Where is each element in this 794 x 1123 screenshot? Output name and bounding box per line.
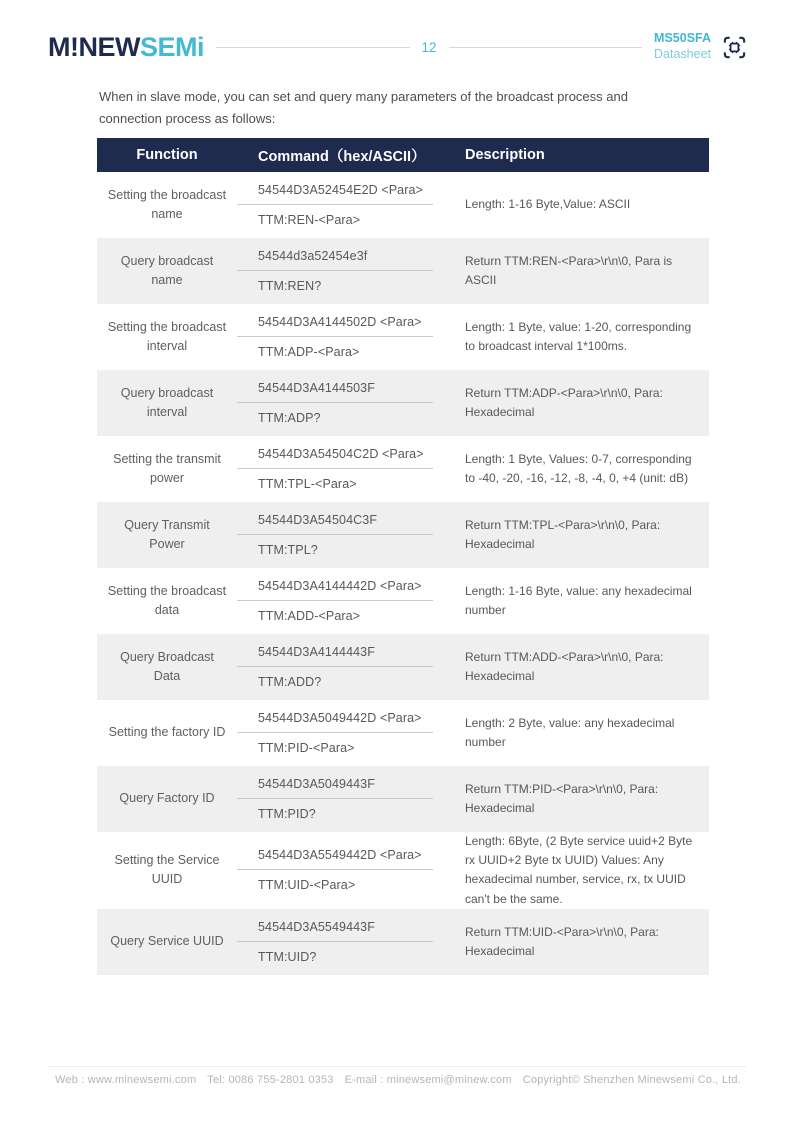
description-cell: Length: 1 Byte, value: 1-20, corresponding to broadcast interval 1*100ms. — [465, 319, 692, 353]
command-cell — [237, 639, 455, 695]
page-number: 12 — [421, 39, 437, 55]
command-ascii: TTM:TPL? — [258, 543, 318, 557]
description-cell: Length: 2 Byte, value: any hexadecimal number — [465, 715, 675, 749]
command-hex: 54544D3A54504C2D <Para> — [258, 447, 424, 461]
command-ascii: TTM:REN? — [258, 279, 322, 293]
command-cell — [237, 375, 455, 431]
command-ascii: TTM:PID? — [258, 807, 316, 821]
description-cell: Length: 6Byte, (2 Byte service uuid+2 Byte rx UUID+2 Byte tx UUID) Values: Any hexadecimal number, service, rx, tx UUID can't be the same. — [465, 834, 693, 906]
table-row — [97, 832, 709, 909]
command-cell — [237, 507, 455, 563]
table-row — [97, 700, 709, 766]
minewsemi-logo — [48, 31, 204, 62]
command-hex: 54544D3A5049442D <Para> — [258, 711, 422, 725]
document-type: Datasheet — [654, 47, 712, 61]
chip-scan-icon — [721, 34, 748, 61]
table-row — [97, 568, 709, 634]
table-row — [97, 502, 709, 568]
command-cell — [237, 771, 455, 827]
command-ascii: TTM:ADP-<Para> — [258, 345, 360, 359]
function-cell: Setting the broadcast name — [107, 187, 227, 221]
function-cell: Query broadcast name — [120, 253, 214, 287]
function-cell: Query Broadcast Data — [120, 649, 214, 683]
command-hex: 54544d3a52454e3f — [258, 249, 368, 263]
intro-paragraph: When in slave mode, you can set and query many parameters of the broadcast process and connection process as follows: — [99, 89, 628, 127]
function-cell: Setting the broadcast interval — [107, 319, 227, 353]
command-cell — [237, 573, 455, 629]
command-ascii: TTM:UID-<Para> — [258, 878, 356, 893]
command-hex: 54544D3A5549443F — [258, 919, 375, 934]
table-row — [97, 634, 709, 700]
table-row — [97, 304, 709, 370]
command-ascii: TTM:UID? — [258, 949, 317, 964]
command-hex: 54544D3A4144443F — [258, 645, 375, 659]
table-row — [97, 238, 709, 304]
table-row — [97, 436, 709, 502]
command-cell — [237, 914, 455, 970]
product-name: MS50SFA — [654, 31, 712, 46]
header-command: Command（hex/ASCII） — [258, 148, 426, 165]
footer-copyright: Copyright© Shenzhen Minewsemi Co., Ltd. — [522, 1074, 741, 1086]
footer-email: E-mail : minewsemi@minew.com — [344, 1074, 512, 1086]
footer-tel: Tel: 0086 755-2801 0353 — [207, 1074, 334, 1086]
command-table — [97, 138, 709, 975]
header-description: Description — [465, 147, 545, 163]
description-cell: Return TTM:ADP-<Para>\r\n\0, Para: Hexadecimal — [465, 385, 663, 419]
description-cell: Return TTM:PID-<Para>\r\n\0, Para: Hexadecimal — [465, 781, 659, 815]
header-rule-right — [449, 47, 643, 48]
command-cell — [237, 705, 455, 761]
function-cell: Setting the broadcast data — [107, 583, 227, 617]
description-cell: Return TTM:ADD-<Para>\r\n\0, Para: Hexadecimal — [465, 649, 664, 683]
command-hex: 54544D3A5049443F — [258, 777, 375, 791]
command-ascii: TTM:ADP? — [258, 411, 321, 425]
description-cell: Return TTM:UID-<Para>\r\n\0, Para: Hexadecimal — [465, 924, 659, 958]
description-cell: Return TTM:TPL-<Para>\r\n\0, Para: Hexadecimal — [465, 517, 661, 551]
command-cell — [237, 177, 455, 233]
table-row — [97, 909, 709, 975]
description-cell: Length: 1-16 Byte, value: any hexadecimal number — [465, 583, 692, 617]
command-ascii: TTM:PID-<Para> — [258, 741, 355, 755]
logo-text-primary: M!NEW — [48, 31, 140, 62]
command-hex: 54544D3A52454E2D <Para> — [258, 183, 423, 197]
function-cell: Setting the transmit power — [113, 451, 221, 485]
footer-web: Web : www.minewsemi.com — [55, 1074, 197, 1086]
document-id — [654, 31, 711, 62]
command-hex: 54544D3A4144502D <Para> — [258, 315, 422, 329]
logo-text-secondary: SEMi — [139, 31, 204, 62]
table-row — [97, 172, 709, 238]
function-cell: Setting the Service UUID — [114, 853, 220, 887]
function-cell: Query broadcast interval — [120, 385, 214, 419]
command-cell — [237, 842, 455, 898]
page-header — [48, 30, 748, 64]
function-cell: Query Service UUID — [110, 934, 224, 949]
command-hex: 54544D3A4144503F — [258, 381, 375, 395]
command-hex: 54544D3A4144442D <Para> — [258, 579, 422, 593]
command-hex: 54544D3A54504C3F — [258, 513, 378, 527]
command-cell — [237, 441, 455, 497]
description-cell: Length: 1 Byte, Values: 0-7, corresponding to -40, -20, -16, -12, -8, -4, 0, +4 (unit: dB) — [465, 451, 692, 485]
header-function: Function — [136, 147, 198, 163]
page-footer — [55, 1074, 741, 1086]
function-cell: Query Factory ID — [119, 791, 215, 806]
command-cell — [237, 243, 455, 299]
command-ascii: TTM:REN-<Para> — [258, 213, 361, 227]
footer-divider — [48, 1066, 746, 1067]
command-ascii: TTM:ADD-<Para> — [258, 609, 361, 623]
table-row — [97, 370, 709, 436]
header-rule-left — [216, 47, 410, 48]
command-cell — [237, 309, 455, 365]
command-hex: 54544D3A5549442D <Para> — [258, 848, 422, 863]
function-cell: Query Transmit Power — [124, 517, 210, 551]
command-ascii: TTM:TPL-<Para> — [258, 477, 357, 491]
table-row — [97, 766, 709, 832]
description-cell: Length: 1-16 Byte,Value: ASCII — [465, 197, 631, 212]
description-cell: Return TTM:REN-<Para>\r\n\0, Para is ASCII — [465, 253, 673, 287]
function-cell: Setting the factory ID — [108, 725, 226, 740]
command-ascii: TTM:ADD? — [258, 675, 322, 689]
table-header-row — [97, 138, 709, 172]
